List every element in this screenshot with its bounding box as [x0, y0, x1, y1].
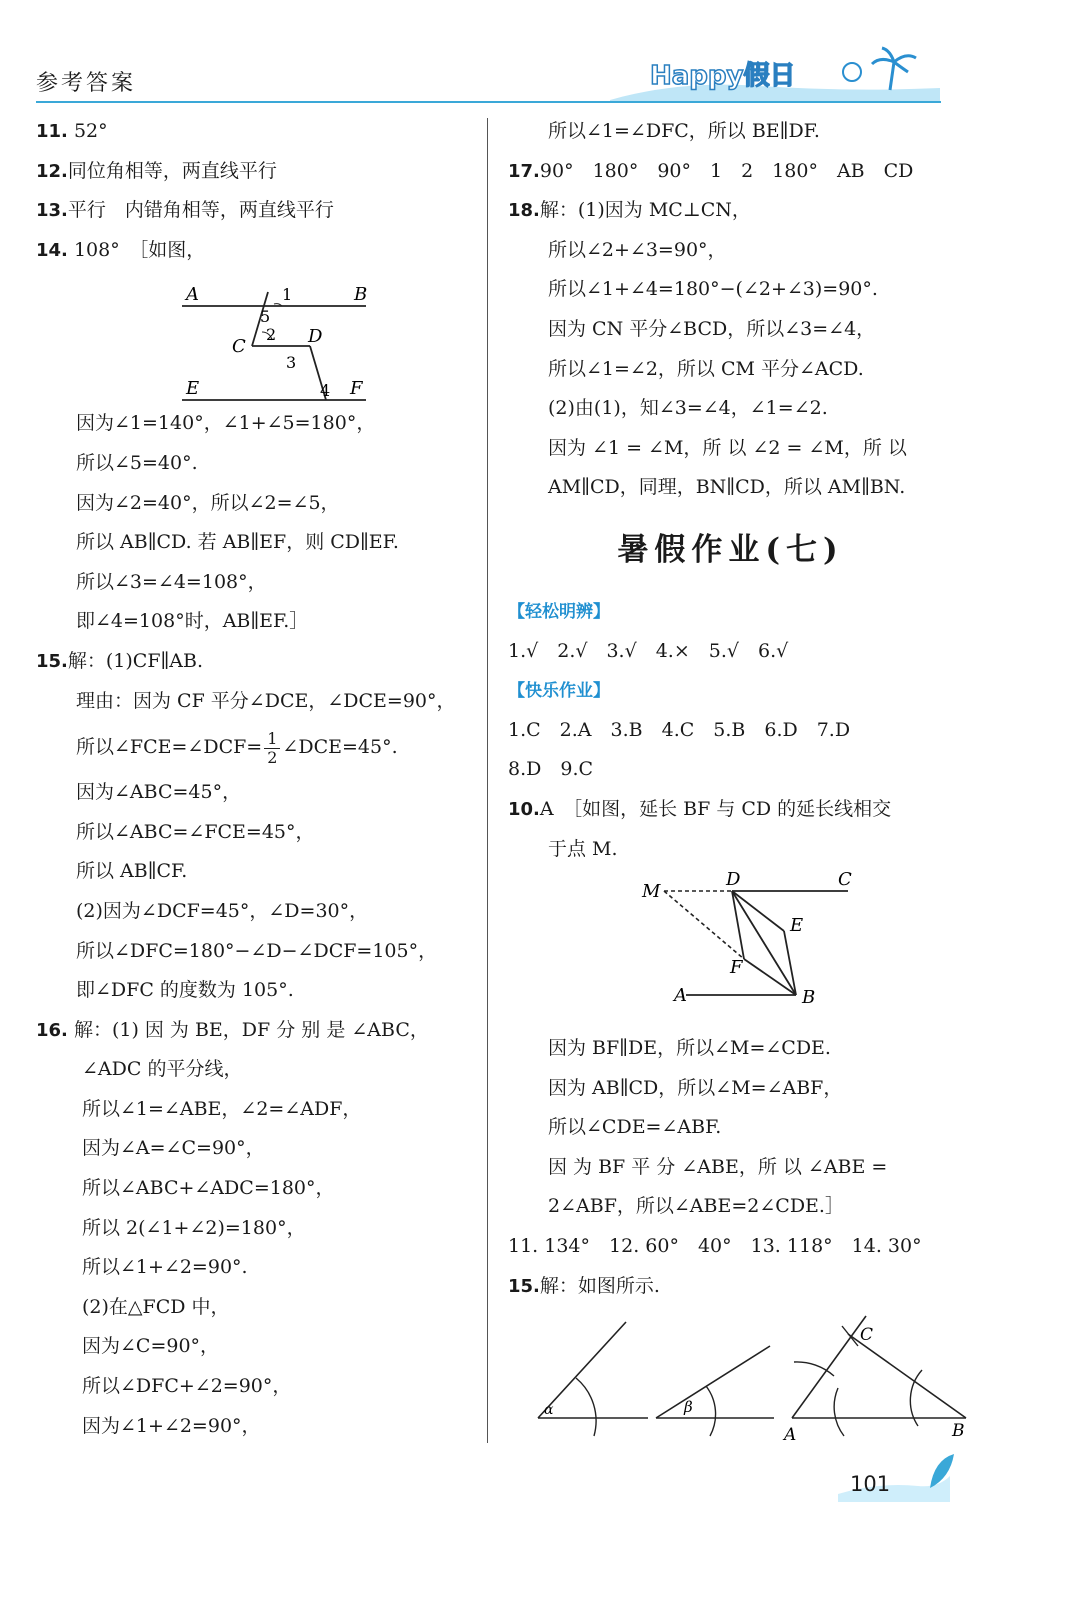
right-column: [508, 112, 965, 1456]
label-c: C: [232, 336, 246, 358]
answer-line: 因为 BF∥DE，所以∠M=∠CDE.: [548, 1037, 831, 1060]
angle-4: 4: [320, 381, 331, 401]
answer-line: 11. 52°: [36, 120, 108, 142]
page-number: 101: [850, 1472, 891, 1496]
label-f: F: [350, 378, 363, 400]
answer-line: 因为∠1+∠2=90°，: [82, 1414, 261, 1437]
label-b: B: [802, 987, 816, 1009]
label-e: E: [790, 915, 804, 937]
dashed-mf: [664, 891, 744, 959]
angle-3: 3: [286, 353, 297, 373]
column-divider: [487, 118, 488, 1443]
answer-line: 所以∠3=∠4=108°，: [76, 570, 267, 593]
happy-holiday-logo: [590, 42, 950, 104]
answer-line: 因为 ∠1 = ∠M，所 以 ∠2 = ∠M，所 以: [548, 436, 907, 459]
side-bc: [848, 1334, 966, 1418]
answer-line: 因为∠2=40°，所以∠2=∠5，: [76, 491, 340, 514]
answer-line: 因为∠C=90°，: [82, 1335, 220, 1358]
figure-14: [36, 270, 481, 404]
figure-10: [508, 869, 953, 1029]
angle-5: 5: [260, 307, 271, 327]
label-beta: β: [684, 1398, 693, 1417]
label-d: D: [308, 326, 323, 348]
answer-line: 14. 108° ［如图，: [36, 238, 206, 261]
alpha-arc: [576, 1378, 596, 1436]
answer-line: 所以∠1+∠4=180°−(∠2+∠3)=90°.: [548, 278, 878, 301]
label-alpha: α: [544, 1402, 554, 1419]
answer-line: 2∠ABF，所以∠ABE=2∠CDE.］: [548, 1195, 844, 1218]
answer-line: 因为∠A=∠C=90°，: [82, 1137, 265, 1160]
answer-line: 理由：因为 CF 平分∠DCE，∠DCE=90°，: [76, 689, 456, 712]
answer-line: 所以∠1=∠ABE，∠2=∠ADF，: [82, 1097, 362, 1120]
sun-icon: [843, 63, 861, 81]
label-a: A: [784, 1425, 797, 1446]
label-f: F: [730, 957, 743, 979]
answer-line: 13.平行 内错角相等，两直线平行: [36, 199, 334, 222]
answer-line: 所以 AB∥CD. 若 AB∥EF，则 CD∥EF.: [76, 531, 399, 554]
header-label: 参考答案: [36, 71, 137, 96]
label-c: C: [860, 1325, 874, 1346]
beta-arc: [706, 1386, 716, 1436]
left-column: [36, 112, 481, 1446]
arc-a2: [834, 1388, 844, 1436]
figure-15: [508, 1306, 965, 1456]
label-d: D: [726, 869, 741, 891]
answer-line: AM∥CD，同理，BN∥CD，所以 AM∥BN.: [548, 476, 906, 499]
label-e: E: [186, 378, 200, 400]
line-fb: [744, 959, 796, 995]
answer-line: 所以 2(∠1+∠2)=180°，: [82, 1216, 306, 1239]
answer-line: 所以∠DFC+∠2=90°，: [82, 1375, 292, 1398]
answer-line: 于点 M.: [548, 837, 618, 860]
answer-line: (2)因为∠DCF=45°，∠D=30°，: [76, 899, 369, 922]
easy-answers: 1.√ 2.√ 3.√ 4.× 5.√ 6.√: [508, 639, 789, 662]
answer-line: 18.解：(1)因为 MC⊥CN，: [508, 199, 751, 222]
answer-line: 所以∠ABC=∠FCE=45°，: [76, 820, 315, 843]
answer-line: 因为∠1=140°，∠1+∠5=180°，: [76, 412, 376, 435]
answer-line: 所以∠DFC=180°−∠D−∠DCF=105°，: [76, 939, 438, 962]
answer-line: 即∠DFC 的度数为 105°.: [76, 979, 294, 1002]
angle-2: 2: [266, 325, 277, 345]
answer-line: 因为∠ABC=45°，: [76, 781, 242, 804]
choice-answers-row1: 1.C 2.A 3.B 4.C 5.B 6.D 7.D: [508, 718, 851, 741]
tag-happy: 【快乐作业】: [508, 681, 610, 702]
answer-line: 因 为 BF 平 分 ∠ABE，所 以 ∠ABE =: [548, 1155, 888, 1178]
beta-ray: [656, 1346, 770, 1418]
logo-text: Happy假日: [650, 61, 796, 91]
label-b: B: [952, 1421, 965, 1442]
label-a: A: [186, 284, 199, 306]
label-m: M: [642, 881, 661, 903]
side-ac: [792, 1316, 866, 1418]
palm-tree-icon: [872, 48, 916, 90]
answer-line: 所以∠CDE=∠ABF.: [548, 1116, 722, 1139]
section-title: 暑假作业(七): [617, 531, 844, 568]
answer-line: 所以∠ABC+∠ADC=180°，: [82, 1177, 335, 1200]
answer-line: 10.A ［如图，延长 BF 与 CD 的延长线相交: [508, 797, 892, 820]
line-de: [732, 891, 784, 931]
answer-line: 所以∠1+∠2=90°.: [82, 1256, 248, 1279]
label-c: C: [838, 869, 852, 891]
answer-line: 16. 解：(1) 因 为 BE，DF 分 别 是 ∠ABC，: [36, 1018, 429, 1041]
label-b: B: [354, 284, 368, 306]
answer-line: 所以∠FCE=∠DCF= $\frac{1}{2}$ ∠DCE=45°.: [76, 728, 398, 767]
answer-line: (2)由(1)，知∠3=∠4，∠1=∠2.: [548, 397, 828, 420]
answer-line: 因为 AB∥CD，所以∠M=∠ABF，: [548, 1076, 843, 1099]
answer-line: 即∠4=108°时，AB∥EF.］: [76, 610, 309, 633]
answer-line: 因为 CN 平分∠BCD，所以∠3=∠4，: [548, 317, 876, 340]
answer-line: 所以∠1=∠DFC，所以 BE∥DF.: [548, 120, 820, 142]
answer-line: 12.同位角相等，两直线平行: [36, 159, 277, 182]
choice-answers-row2: 8.D 9.C: [508, 758, 594, 781]
answer-line: 所以∠1=∠2，所以 CM 平分∠ACD.: [548, 357, 864, 380]
answer-line: 17.90° 180° 90° 1 2 180° AB CD: [508, 159, 914, 182]
answer-line: 15.解：(1)CF∥AB.: [36, 649, 204, 672]
answer-line: 15.解：如图所示.: [508, 1274, 660, 1297]
answer-line: 所以∠5=40°.: [76, 451, 198, 474]
answer-line: 所以∠2+∠3=90°，: [548, 238, 727, 261]
fraction-one-half: $\frac{1}{2}$: [264, 730, 280, 767]
label-a: A: [674, 985, 687, 1007]
answer-line: 所以 AB∥CF.: [76, 860, 188, 883]
answer-line: (2)在△FCD 中，: [82, 1295, 230, 1318]
angle-1: 1: [282, 285, 293, 305]
answer-line: 11. 134° 12. 60° 40° 13. 118° 14. 30°: [508, 1235, 922, 1258]
header-rule: [36, 101, 941, 103]
answer-line: ∠ADC 的平分线，: [82, 1058, 243, 1081]
tag-easy: 【轻松明辨】: [508, 601, 610, 622]
